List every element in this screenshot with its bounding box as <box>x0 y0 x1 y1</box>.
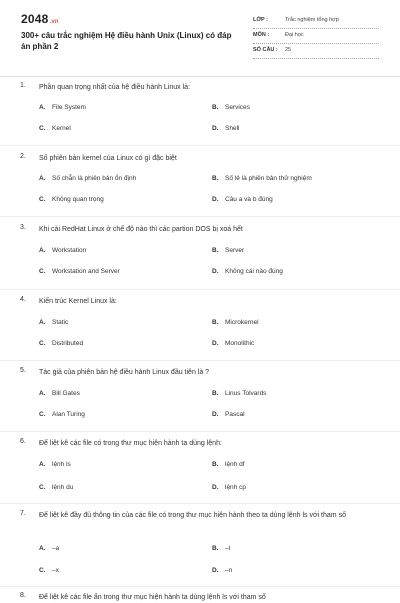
option-text: –n <box>225 567 233 574</box>
meta-subject-label: MÔN : <box>253 32 270 38</box>
question-text: Phần quan trọng nhất của hệ điều hành Linux là: <box>39 84 191 91</box>
question-number: 7. <box>20 510 26 517</box>
question-separator <box>0 431 400 432</box>
option-letter: D. <box>212 567 219 574</box>
option-text: Không cái nào đúng <box>225 268 283 275</box>
option-a[interactable] <box>39 319 68 326</box>
option-d[interactable] <box>212 567 232 574</box>
option-text: Static <box>52 319 69 326</box>
option-d[interactable] <box>212 484 246 491</box>
question-number: 2. <box>20 153 26 160</box>
option-letter: C. <box>39 484 46 491</box>
option-a[interactable] <box>39 247 86 254</box>
option-text: –l <box>225 545 231 552</box>
option-a[interactable] <box>39 175 136 182</box>
option-b[interactable] <box>212 247 244 254</box>
option-letter: A. <box>39 104 46 111</box>
question-separator <box>0 145 400 146</box>
option-text: –x <box>52 567 59 574</box>
option-letter: D. <box>212 196 219 203</box>
option-d[interactable] <box>212 196 273 203</box>
question-separator <box>0 289 400 290</box>
option-c[interactable] <box>39 567 59 574</box>
question-number: 8. <box>20 592 26 599</box>
option-text: Bill Gates <box>52 390 80 397</box>
option-text: Distributed <box>52 340 84 347</box>
option-text: File System <box>52 104 86 111</box>
option-letter: D. <box>212 125 219 132</box>
option-text: Linus Tolvards <box>225 390 267 397</box>
option-b[interactable] <box>212 461 245 468</box>
option-c[interactable] <box>39 340 83 347</box>
meta-class-label: LỚP : <box>253 17 268 23</box>
option-text: Không quan trọng <box>52 196 104 203</box>
question-text: Khi cài RedHat Linux ở chế độ nào thì các partion DOS bị xoá hết <box>39 226 243 233</box>
option-letter: A. <box>39 545 46 552</box>
option-text: Shell <box>225 125 240 132</box>
option-letter: D. <box>212 484 219 491</box>
option-d[interactable] <box>212 340 254 347</box>
option-letter: D. <box>212 268 219 275</box>
meta-count-label: SỐ CÂU : <box>253 47 278 53</box>
meta-subject-value: Đại học <box>285 32 304 38</box>
option-text: Workstation <box>52 247 87 254</box>
option-a[interactable] <box>39 390 80 397</box>
option-b[interactable] <box>212 545 230 552</box>
meta-subject-row <box>253 29 379 44</box>
option-letter: C. <box>39 567 46 574</box>
question-number: 1. <box>20 82 26 89</box>
option-letter: A. <box>39 461 46 468</box>
option-letter: C. <box>39 411 46 418</box>
option-text: lệnh cp <box>225 484 246 491</box>
option-c[interactable] <box>39 411 85 418</box>
question-text: Kiến trúc Kernel Linux là: <box>39 298 117 305</box>
option-letter: B. <box>212 461 219 468</box>
question-separator <box>0 503 400 504</box>
option-text: Monolithic <box>225 340 255 347</box>
option-letter: C. <box>39 125 46 132</box>
option-letter: C. <box>39 196 46 203</box>
option-letter: A. <box>39 247 46 254</box>
option-a[interactable] <box>39 545 59 552</box>
option-text: –a <box>52 545 60 552</box>
question-text: Để liệt kê đầy đủ thông tin của các file có trong thư mục hiện hành theo ta dùng lệnh ls với tham số <box>39 512 346 519</box>
option-letter: A. <box>39 390 46 397</box>
option-letter: D. <box>212 340 219 347</box>
question-number: 6. <box>20 438 26 445</box>
question-text: Để liệt kê các file ẩn trong thư mục hiện hành ta dùng lệnh ls với tham số <box>39 594 266 601</box>
option-letter: B. <box>212 319 219 326</box>
document-title: 300+ câu trắc nghiệm Hệ điều hành Unix (Linux) có đáp án phần 2 <box>21 31 232 51</box>
logo-tld: .vn <box>49 19 59 25</box>
meta-class-row <box>253 14 379 29</box>
meta-class-value: Trắc nghiệm tổng hợp <box>285 17 339 23</box>
option-c[interactable] <box>39 125 71 132</box>
option-b[interactable] <box>212 319 259 326</box>
option-text: lệnh du <box>52 484 74 491</box>
question-number: 4. <box>20 296 26 303</box>
option-d[interactable] <box>212 125 239 132</box>
question-number: 5. <box>20 367 26 374</box>
option-letter: D. <box>212 411 219 418</box>
meta-count-row <box>253 44 379 59</box>
option-c[interactable] <box>39 268 120 275</box>
option-text: Câu a và b đúng <box>225 196 273 203</box>
header-divider <box>0 76 400 77</box>
option-d[interactable] <box>212 268 283 275</box>
option-b[interactable] <box>212 175 312 182</box>
option-text: Số chẵn là phiên bản ổn định <box>52 175 137 182</box>
option-b[interactable] <box>212 390 266 397</box>
question-separator <box>0 586 400 587</box>
option-letter: B. <box>212 175 219 182</box>
question-text: Để liệt kê các file có trong thư mục hiện hành ta dùng lệnh: <box>39 440 222 447</box>
option-d[interactable] <box>212 411 245 418</box>
page-header <box>0 0 400 70</box>
option-text: lệnh df <box>225 461 245 468</box>
option-text: Pascal <box>225 411 245 418</box>
option-text: Alan Turing <box>52 411 85 418</box>
option-c[interactable] <box>39 196 104 203</box>
option-letter: A. <box>39 319 46 326</box>
option-c[interactable] <box>39 484 73 491</box>
option-letter: C. <box>39 268 46 275</box>
option-letter: A. <box>39 175 46 182</box>
option-text: Server <box>225 247 245 254</box>
question-text: Tác giả của phiên bản hệ điều hành Linux đầu tiên là ? <box>39 369 210 376</box>
site-logo[interactable] <box>21 12 59 26</box>
option-a[interactable] <box>39 104 86 111</box>
meta-count-value: 25 <box>285 47 292 53</box>
option-letter: B. <box>212 104 219 111</box>
logo-text: 2048 <box>21 12 49 26</box>
option-b[interactable] <box>212 104 250 111</box>
option-a[interactable] <box>39 461 71 468</box>
option-text: Số lẻ là phiên bản thử nghiệm <box>225 175 312 182</box>
option-letter: C. <box>39 340 46 347</box>
option-letter: B. <box>212 247 219 254</box>
question-number: 3. <box>20 224 26 231</box>
option-text: Microkernel <box>225 319 259 326</box>
option-text: Kernel <box>52 125 71 132</box>
option-text: Workstation and Server <box>52 268 120 275</box>
option-text: lệnh ls <box>52 461 71 468</box>
option-letter: B. <box>212 390 219 397</box>
option-letter: B. <box>212 545 219 552</box>
option-text: Services <box>225 104 250 111</box>
question-separator <box>0 216 400 217</box>
question-separator <box>0 360 400 361</box>
question-text: Số phiên bản kernel của Linux có gì đặc biệt <box>39 155 177 162</box>
